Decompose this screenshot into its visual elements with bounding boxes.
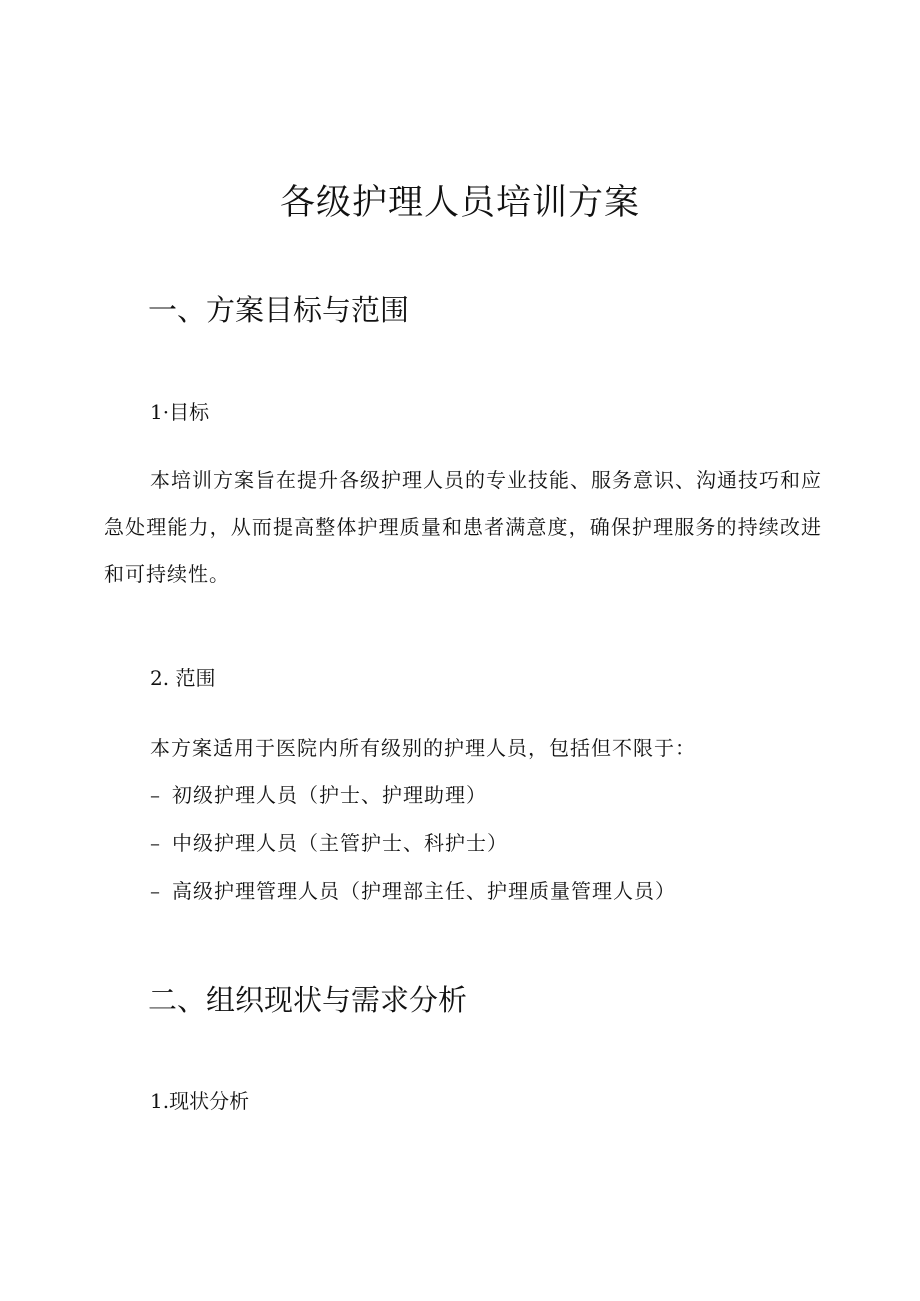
list-item	[150, 877, 676, 905]
list-dash: –	[150, 831, 161, 855]
list-item-text: 初级护理人员（护士、护理助理）	[172, 783, 487, 807]
list-item-text: 高级护理管理人员（护理部主任、护理质量管理人员）	[172, 879, 676, 903]
goal-paragraph: 本培训方案旨在提升各级护理人员的专业技能、服务意识、沟通技巧和应急处理能力，从而提高整体护理质量和患者满意度，确保护理服务的持续改进和可持续性。	[104, 468, 822, 586]
list-item	[150, 829, 508, 857]
list-dash: –	[150, 879, 161, 903]
document-title: 各级护理人员培训方案	[279, 183, 640, 223]
subsection-heading-scope: 2. 范围	[150, 666, 216, 690]
list-dash: –	[150, 783, 161, 807]
subsection-heading-goal: 1·目标	[150, 400, 210, 424]
list-item	[150, 781, 487, 809]
subsection-heading-status: 1.现状分析	[150, 1089, 250, 1113]
scope-intro: 本方案适用于医院内所有级别的护理人员，包括但不限于：	[150, 736, 696, 760]
section-heading-2: 二、组织现状与需求分析	[148, 983, 468, 1017]
list-item-text: 中级护理人员（主管护士、科护士）	[172, 831, 508, 855]
section-heading-1: 一、方案目标与范围	[148, 293, 410, 327]
